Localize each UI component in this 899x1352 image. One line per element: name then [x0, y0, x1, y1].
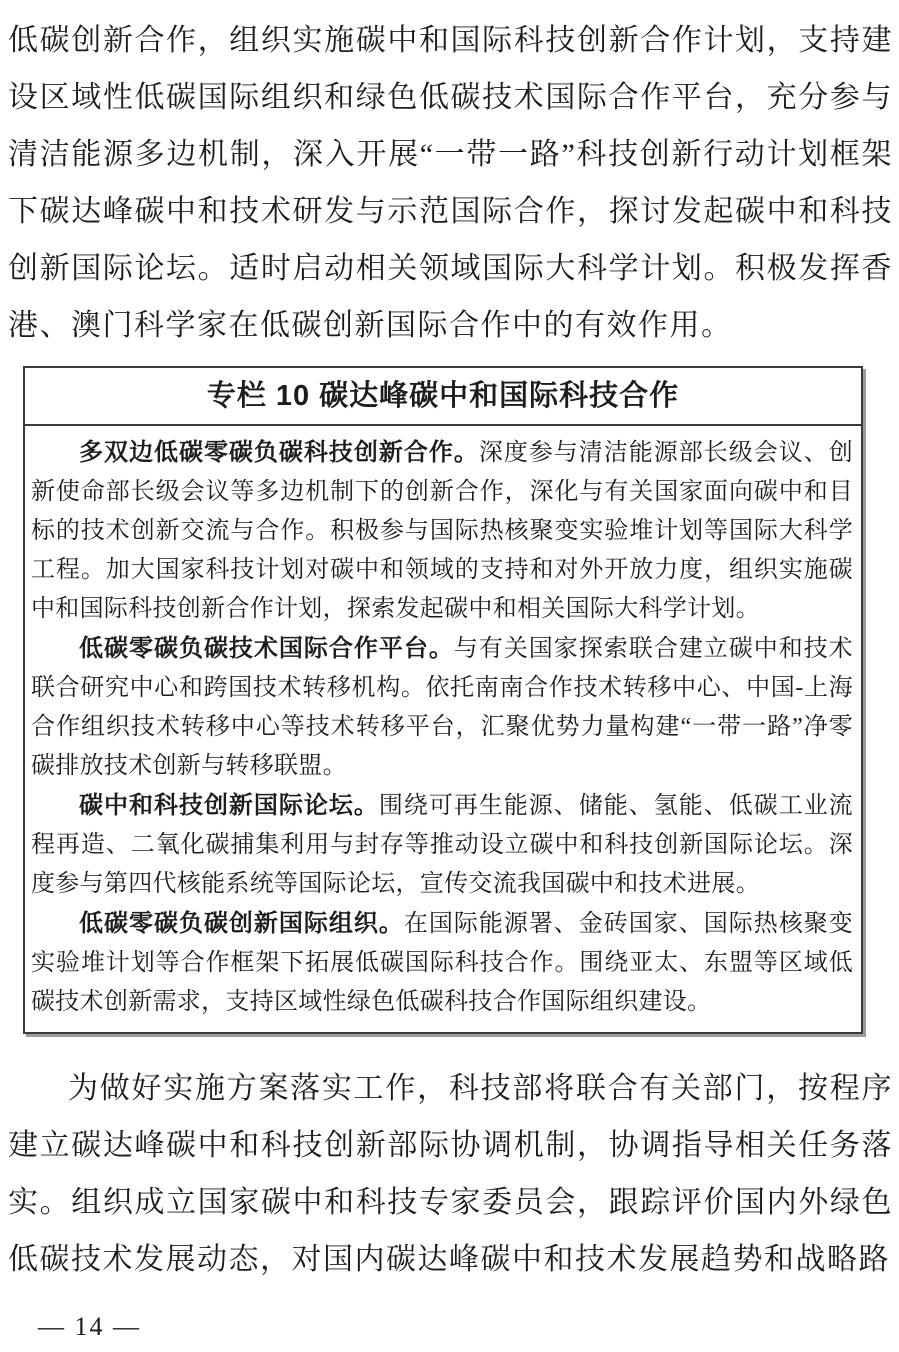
box-paragraph-3-lead: 碳中和科技创新国际论坛。 — [79, 792, 379, 819]
box-paragraph-2 — [31, 629, 853, 786]
body-paragraph-top: 低碳创新合作，组织实施碳中和国际科技创新合作计划，支持建设区域性低碳国际组织和绿色低碳技术国际合作平台，充分参与清洁能源多边机制，深入开展“一带一路”科技创新行动计划框架下碳达峰碳中和技术研发与示范国际合作，探讨发起碳中和科技创新国际论坛。适时启动相关领域国际大科学计划。积极发挥香港、澳门科学家在低碳创新国际合作中的有效作用。 — [8, 24, 893, 342]
box-paragraph-1 — [31, 433, 853, 629]
feature-box-title: 专栏 10 碳达峰碳中和国际科技合作 — [25, 368, 861, 426]
box-paragraph-1-lead: 多双边低碳零碳负碳科技创新合作。 — [79, 439, 479, 466]
box-paragraph-4 — [31, 904, 853, 1022]
box-paragraph-1-text: 深度参与清洁能源部长级会议、创新使命部长级会议等多边机制下的创新合作，深化与有关国家面向碳中和目标的技术创新交流与合作。积极参与国际热核聚变实验堆计划等国际大科学工程。加大国家科技计划对碳中和领域的支持和对外开放力度，组织实施碳中和国际科技创新合作计划，探索发起碳中和相关国际大科学计划。 — [31, 440, 853, 622]
box-paragraph-4-text: 在国际能源署、金砖国家、国际热核聚变实验堆计划等合作框架下拓展低碳国际科技合作。围绕亚太、东盟等区域低碳技术创新需求，支持区域性绿色低碳科技合作国际组织建设。 — [31, 911, 853, 1015]
feature-box-column-10 — [23, 366, 863, 1034]
box-paragraph-2-text: 与有关国家探索联合建立碳中和技术联合研究中心和跨国技术转移机构。依托南南合作技术转移中心、中国-上海合作组织技术转移中心等技术转移平台，汇聚优势力量构建“一带一路”净零碳排放技术创新与转移联盟。 — [31, 636, 853, 779]
box-paragraph-3-text: 围绕可再生能源、储能、氢能、低碳工业流程再造、二氧化碳捕集利用与封存等推动设立碳中和科技创新国际论坛。深度参与第四代核能系统等国际论坛，宣传交流我国碳中和技术进展。 — [31, 793, 853, 897]
box-paragraph-4-lead: 低碳零碳负碳创新国际组织。 — [79, 910, 404, 937]
feature-box-body — [25, 426, 861, 1032]
page-number: — 14 — — [38, 1312, 141, 1341]
box-paragraph-3 — [31, 786, 853, 904]
box-paragraph-2-lead: 低碳零碳负碳技术国际合作平台。 — [79, 635, 454, 662]
body-paragraph-bottom: 为做好实施方案落实工作，科技部将联合有关部门，按程序建立碳达峰碳中和科技创新部际协调机制，协调指导相关任务落实。组织成立国家碳中和科技专家委员会，跟踪评价国内外绿色低碳技术发展动态，对国内碳达峰碳中和技术发展趋势和战略路 — [8, 1072, 893, 1276]
